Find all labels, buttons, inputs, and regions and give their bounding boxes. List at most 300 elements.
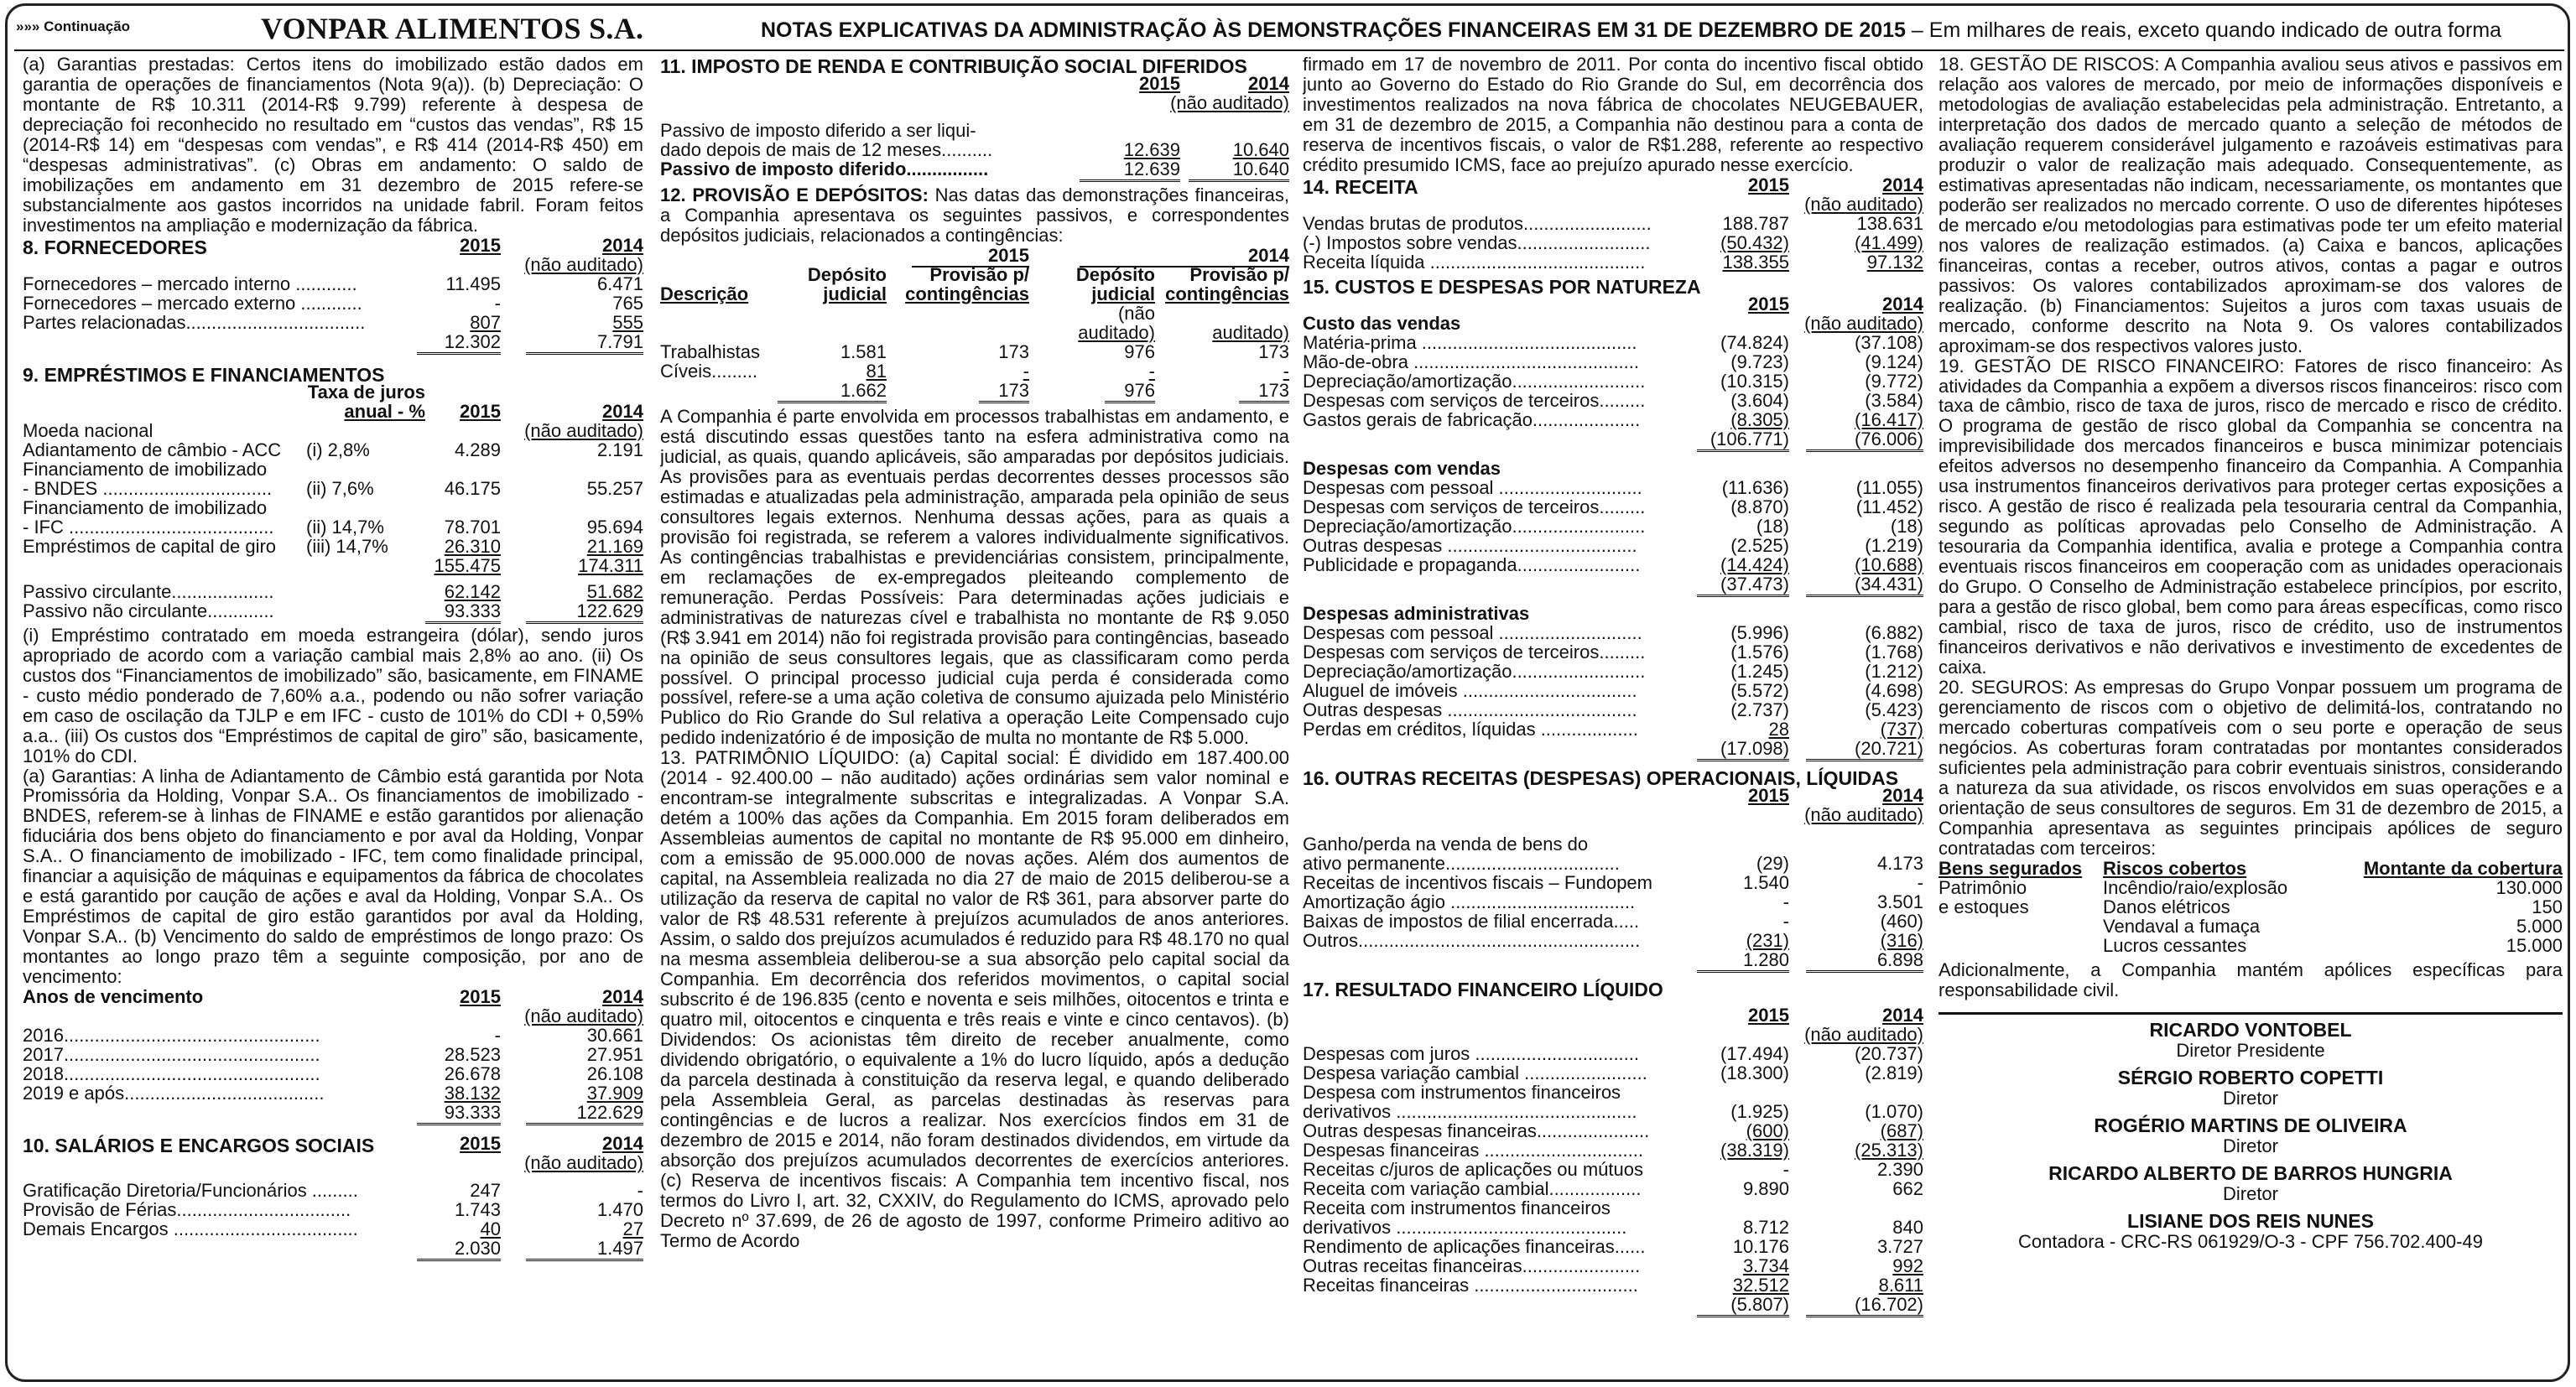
passivo-circulante-2015: 62.142 [444,580,501,602]
table-row [1303,391,1923,410]
table-row [1303,536,1923,555]
value-2015: (50.432) [1720,231,1789,253]
not-audited: (não auditado) [524,253,643,275]
table-row [1303,555,1923,574]
row-label: Gastos gerais de fabricação..................... [1303,408,1641,430]
continuation-label: »»» Continuação [16,18,131,34]
table-row [1303,642,1923,662]
signer-name: SÉRGIO ROBERTO COPETTI [2117,1066,2384,1088]
value-2014: 95.694 [586,516,643,538]
table-row [1303,892,1923,912]
value-2014: 37.909 [586,1083,643,1104]
row-label: 2017.................................................. [23,1044,320,1066]
passivo-diferido-total-2014: 10.640 [1189,159,1289,182]
passivo-circulante-label: Passivo circulante.................... [23,580,274,602]
value-2014: (2.819) [1865,1062,1923,1083]
value-2014: 765 [612,292,643,314]
table-row [1303,834,1923,854]
signer-name: ROGÉRIO MARTINS DE OLIVEIRA [2094,1114,2407,1136]
table-row [23,313,643,332]
row-label: Despesas com serviços de terceiros......... [1303,641,1646,662]
dep-2014: - [1148,360,1155,382]
value-2014: (11.452) [1855,496,1923,517]
value-2014: (4.698) [1865,679,1923,701]
montante: 5.000 [2516,915,2563,937]
table-row [23,421,643,440]
year-2015: 2015 [1748,293,1789,314]
value-2015: 4.289 [454,439,501,460]
total-2015: (5.807) [1697,1295,1789,1317]
additional-note: Adicionalmente, a Companhia mantém apólices específicas para responsabilidade civil. [1939,958,2563,1000]
value-2014: (1.212) [1865,660,1923,682]
bem-segurado: Patrimônio [1939,876,2027,898]
row-label: Financiamento de imobilizado [23,458,268,480]
table-salarios [23,1134,643,1258]
year-2015: 2015 [460,400,501,422]
dep-2015: 1.581 [840,340,887,362]
row-label: Amortização ágio .................................... [1303,891,1636,912]
section-12-intro-text: Nas datas das demonstrações financeiras, a Companhia apresentava os seguintes passivos, e correspondentes depósitos judiciais, relacionados a contingências: [660,184,1289,246]
value-2014: 97.132 [1866,251,1923,273]
table-row [1303,371,1923,391]
signer-role: Diretor [2222,1087,2278,1109]
montante: 130.000 [2495,876,2563,898]
table-row [23,1200,643,1219]
value-2015: 28.523 [444,1044,501,1066]
table-imposto-diferido [660,55,1289,179]
value-2015: (9.723) [1730,351,1789,372]
document-title-rest: – Em milhares de reais, exceto quando indicado de outra forma [1905,18,2502,42]
section-8-title: 8. FORNECEDORES [23,236,207,258]
risco-coberto: Lucros cessantes [2103,934,2247,956]
value-2014: 55.257 [586,477,643,499]
vendas-total-2014: (34.431) [1806,574,1923,597]
row-label: Publicidade e propaganda........................ [1303,553,1641,575]
rate: (ii) 7,6% [306,477,374,499]
total-dep-2015: 1.662 [778,381,887,403]
value-2014: (6.882) [1865,621,1923,643]
value-2015: (600) [1746,1119,1789,1141]
not-audited-1: (não [1117,302,1155,324]
value-2015: (11.636) [1721,476,1789,498]
value-2014: 27.951 [586,1044,643,1066]
table-row [1303,662,1923,681]
row-label: Outras despesas ..................................... [1303,534,1637,556]
not-audited-2: auditado) [1078,321,1155,343]
row-label: Despesas financeiras ............................... [1303,1139,1643,1161]
row-label: Receitas financeiras ................................ [1303,1274,1638,1296]
row-label: Despesas com pessoal ............................ [1303,476,1642,498]
table-row [1303,854,1923,873]
montante-header: Montante da cobertura [2363,857,2563,879]
row-label: Aluguel de imóveis .................................. [1303,679,1637,701]
table-row [1303,1083,1923,1102]
row-label: Despesa variação cambial ........................ [1303,1062,1647,1083]
table-row [1303,1275,1923,1295]
newspaper-page [5,3,2570,1382]
value-2014: (20.737) [1855,1042,1923,1064]
table-row [1303,352,1923,371]
row-label: Perdas em créditos, líquidas ................... [1303,718,1638,740]
table-row [1303,681,1923,700]
value-2015: (29) [1756,852,1789,874]
table-receita [1303,175,1923,272]
row-label: Fornecedores – mercado interno ............ [23,273,357,294]
year-2014: 2014 [602,1133,643,1155]
table-row [23,460,643,479]
anos-vencimento-label: Anos de vencimento [23,986,204,1008]
value-2014: - [637,1180,643,1202]
total-prov-2014: 173 [1239,381,1289,403]
row-label: 2019 e após....................................... [23,1083,325,1104]
company-name: VONPAR ALIMENTOS S.A. [261,12,644,45]
value-2014: (37.108) [1855,331,1923,353]
contingencias-header-2014: contingências [1165,283,1289,304]
total-2014: 7.791 [526,332,643,355]
montante: 150 [2532,896,2563,917]
row-label: - IFC ........................................ [23,516,274,538]
passivo-diferido-2015: 12.639 [1123,139,1180,160]
table-fornecedores [23,236,643,351]
passivo-diferido-total-2015: 12.639 [1080,159,1180,182]
value-2014: (25.313) [1855,1139,1923,1161]
prov-2014: - [1283,360,1289,382]
note-20-text: 20. SEGUROS: As empresas do Grupo Vonpar possuem um programa de gerenciamento de riscos com o objetivo de delimitá-los, contratando no mercado coberturas compatíveis com o seu porte e operação de seus negócios. As coberturas foram contratadas por montantes considerados suficientes pela administração para cobrir eventuais sinistros, considerando a natureza da sua atividade, os riscos envolvidos em suas operações e a orientação de seus consultores de seguros. Em 31 de dezembro de 2015, a Companhia apresentava as seguintes principais apólices de seguro contratadas com terceiros: [1939,677,2563,859]
table-row [1303,719,1923,739]
value-2014: 3.727 [1876,1235,1923,1257]
value-2015: 807 [470,311,501,333]
value-2014: (16.417) [1855,408,1923,430]
table-seguros [1939,859,2563,955]
table-row [23,1219,643,1239]
value-2014: (41.499) [1855,231,1923,253]
value-2015: 40 [480,1218,501,1240]
value-2014: 8.611 [1878,1274,1923,1296]
table-row [1303,623,1923,642]
prov-2014: 173 [1258,340,1289,362]
signature-divider [1939,1012,2563,1015]
contingencias-header: contingências [905,283,1029,304]
value-2014: 1.470 [596,1199,643,1221]
year-2015: 2015 [912,246,1029,268]
row-label: Despesas com juros ................................ [1303,1042,1640,1064]
table-row [1303,410,1923,429]
table-row [1303,1218,1923,1237]
row-label: Receita com instrumentos financeiros [1303,1197,1611,1218]
signer-role: Diretor [2222,1182,2278,1204]
value-2015: 78.701 [444,516,501,538]
signature-block [1939,1211,2563,1252]
table-row [1939,936,2563,955]
value-2015: (8.305) [1730,408,1789,430]
year-2015: 2015 [1139,73,1180,94]
value-2014: (316) [1880,929,1923,951]
value-2015: 11.495 [445,273,501,294]
value-2015: 9.890 [1742,1177,1789,1199]
value-2014: (5.423) [1865,699,1923,720]
row-label: (-) Impostos sobre vendas.......................... [1303,231,1651,253]
table-row [1303,1256,1923,1275]
row-label: - BNDES ................................. [23,477,273,499]
risco-coberto: Incêndio/raio/explosão [2103,876,2288,898]
row-label: Fornecedores – mercado externo ............ [23,292,362,314]
signer-role: Diretor Presidente [2176,1039,2325,1061]
table-row [23,1045,643,1064]
total-2015: 93.333 [417,1103,501,1125]
value-2015: - [494,1025,501,1047]
row-label: Despesas com pessoal ............................ [1303,621,1642,643]
row-label: Outros....................................................... [1303,929,1641,951]
total-2015: 2.030 [417,1239,501,1261]
table-row [660,342,1289,361]
prov-2015: - [1023,360,1029,382]
value-2014: 662 [1892,1177,1923,1199]
section-12-title: 12. PROVISÃO E DEPÓSITOS: [660,184,929,205]
year-2014: 2014 [1882,293,1923,314]
value-2014: 30.661 [586,1025,643,1047]
row-label: Outras despesas financeiras...................... [1303,1119,1650,1141]
value-2015: (5.996) [1730,621,1789,643]
row-label: Depreciação/amortização.......................... [1303,660,1646,682]
value-2015: (8.870) [1730,496,1789,517]
judicial-header-2014: judicial [1091,283,1155,304]
row-label: derivativos ............................................. [1303,1216,1627,1238]
section-16-title: 16. OUTRAS RECEITAS (DESPESAS) OPERACIONAIS, LÍQUIDAS [1303,766,1899,789]
rate: (ii) 14,7% [306,516,384,538]
section-14-title: 14. RECEITA [1303,175,1418,198]
signature-block [1939,1068,2563,1109]
table-custos [1303,275,1923,758]
document-title [761,19,2501,42]
signature-block [1939,1115,2563,1156]
row-label: Gratificação Diretoria/Funcionários ......... [23,1180,358,1202]
page-header [14,14,2564,51]
value-2014: (1.070) [1865,1100,1923,1122]
table-row [1303,700,1923,719]
note-19-text: 19. GESTÃO DE RISCO FINANCEIRO: Fatores de risco financeiro: As atividades da Companhia a expõem a diversos riscos financeiros: risco com taxa de câmbio, risco de taxa de juros, risco de mercado e risco de crédito. O programa de gestão de risco global da Companhia se concentra na imprevisibilidade dos mercados financeiros e busca minimizar potenciais efeitos adversos no desempenho financeiro da Companhia. A Companhia usa instrumentos financeiros derivativos para proteger certas exposições a risco. A gestão de risco é realizada pela tesouraria central da Companhia, segundo as políticas aprovadas pelo Conselho de Administração. A tesouraria da Companhia identifica, avalia e protege a Companhia contra eventuais riscos financeiros em cooperação com as unidades operacionais do Grupo. O Conselho de Administração estabelece princípios, por escrito, para a gestão de risco global, bem como para áreas específicas, como risco cambial, risco de taxa de juros, risco de crédito, uso de instrumentos financeiros derivativos e não derivativos e investimento de excedentes de caixa. [1939,355,2563,678]
year-2015: 2015 [460,1133,501,1155]
table-row [1303,1198,1923,1218]
value-2015: 8.712 [1742,1216,1789,1238]
value-2014: 2.191 [596,439,643,460]
value-2015: (1.245) [1730,660,1789,682]
row-label: Empréstimos de capital de giro [23,535,277,557]
not-audited: (não auditado) [1804,803,1923,825]
note-9-garantias: (a) Garantias: A linha de Adiantamento de Câmbio está garantida por Nota Promissória da Holding, Vonpar S.A.. Os financiamentos de imobilizado - BNDES, referem-se à linhas de FINAME e estão garantidos por alienação fiduciária dos bens objeto do financiamento e por aval da Holding, Vonpar S.A.. O financiamento de imobilizado - IFC, tem como finalidade principal, financiar a aquisição de máquinas e equipamentos da fábrica de chocolates e está garantido por caução de ações e aval da Holding, Vonpar S.A.. Os Empréstimos de capital de giro estão garantidos por aval da Holding, Vonpar S.A.. (b) Vencimento do saldo de empréstimos de longo prazo: Os montantes ao longo prazo têm a seguinte composição, por ano de vencimento: [23,765,643,988]
row-label: Provisão de Férias.................................. [23,1199,351,1221]
row-label: Rendimento de aplicações financeiras...... [1303,1235,1646,1257]
not-audited: (não auditado) [1804,312,1923,334]
year-2015: 2015 [1748,1004,1789,1026]
table-row [1303,497,1923,517]
value-2014: 555 [612,311,643,333]
custo-vendas-label: Custo das vendas [1303,312,1461,334]
value-2014: 27 [622,1218,643,1240]
total-2015: 12.302 [417,332,501,355]
table-row [1303,1044,1923,1063]
table-vencimentos [23,987,643,1122]
value-2014: 3.501 [1876,891,1923,912]
custo-total-2015: (106.771) [1697,429,1789,452]
not-audited: (não auditado) [524,1152,643,1174]
vendas-total-2015: (37.473) [1697,574,1789,597]
signatures [1939,1020,2563,1252]
row-label: Despesa com instrumentos financeiros [1303,1081,1621,1103]
dep-2014: 976 [1124,340,1155,362]
value-2014: (9.772) [1865,370,1923,392]
value-2014: 4.173 [1876,852,1923,874]
year-2014: 2014 [602,234,643,256]
not-audited: (não auditado) [1170,92,1289,113]
table-row [1303,1121,1923,1140]
row-label: Vendas brutas de produtos......................... [1303,212,1652,234]
value-2015: 10.176 [1732,1235,1789,1257]
row-label: Mão-de-obra ............................................ [1303,351,1640,372]
table-row [23,1083,643,1103]
value-2014: (1.219) [1865,534,1923,556]
value-2014: - [1917,871,1923,893]
table-row [23,479,643,498]
value-2014: (1.768) [1865,641,1923,662]
row-label: Despesas com serviços de terceiros......... [1303,389,1646,411]
value-2014: 21.169 [586,535,643,557]
row-label: Despesas com serviços de terceiros......... [1303,496,1646,517]
row-label: Depreciação/amortização.......................... [1303,370,1646,392]
signature-block [1939,1020,2563,1061]
section-15-title: 15. CUSTOS E DESPESAS POR NATUREZA [1303,275,1701,298]
total-2014: 122.629 [526,1103,643,1125]
passivo-circulante-2014: 51.682 [586,580,643,602]
section-9-title: 9. EMPRÉSTIMOS E FINANCIAMENTOS [23,363,385,386]
row-label: 2018.................................................. [23,1063,320,1085]
deposito-header: Depósito [807,263,887,285]
table-row [23,1026,643,1045]
table-row [1939,897,2563,917]
passivo-nao-circulante-2015: 93.333 [425,601,501,624]
row-label: Matéria-prima .......................................... [1303,331,1637,353]
not-audited: (não auditado) [524,1005,643,1027]
value-2014: (18) [1890,515,1923,537]
total-2015: 155.475 [434,554,501,576]
value-2014: (3.584) [1865,389,1923,411]
bem-segurado: e estoques [1939,896,2029,917]
value-2015: - [1782,891,1789,912]
value-2014: (9.124) [1865,351,1923,372]
signer-role: Diretor [2222,1135,2278,1156]
table-row [1303,517,1923,536]
table-row [1303,233,1923,252]
table-row [1939,878,2563,897]
table-row [23,517,643,537]
value-2015: (38.319) [1720,1139,1789,1161]
passivo-diferido-total-label: Passivo de imposto diferido................ [660,158,989,179]
value-2015: (1.925) [1730,1100,1789,1122]
table-row [660,361,1289,381]
row-label: Demais Encargos .................................... [23,1218,358,1240]
value-2015: (231) [1746,929,1789,951]
value-2015: - [494,292,501,314]
passivo-diferido-label-2: dado depois de mais de 12 meses.......... [660,139,993,160]
year-2015: 2015 [1748,174,1789,195]
row-label: Receita líquida .......................................... [1303,251,1646,273]
note-9-details: (i) Empréstimo contratado em moeda estrangeira (dólar), sendo juros apropriado de acordo com a variação cambial mais 2,8% ao ano. (ii) Os custos dos “Financiamentos de imobilizado” são, basicamente, em FINAME - custo médio ponderado de 7,60% a.a., podendo ou não sofrer variação em caso de oscilação da TJLP e em IFC - custo de 101% do CDI + 0,59% a.a.. (iii) Os custos dos “Empréstimos de capital de giro” são, basicamente, 101% do CDI. [23,624,643,766]
provisao-header-2014: Provisão p/ [1189,263,1289,285]
table-row [1303,931,1923,950]
signer-name: RICARDO ALBERTO DE BARROS HUNGRIA [2048,1161,2453,1184]
year-2014: 2014 [1882,174,1923,195]
row-label: Trabalhistas [660,340,761,362]
montante: 15.000 [2506,934,2563,956]
total-2014: 1.497 [526,1239,643,1261]
row-label: ativo permanente.................................. [1303,852,1620,874]
table-resultado-financeiro [1303,978,1923,1314]
row-label: Baixas de impostos de filial encerrada..... [1303,910,1640,932]
total-2014: 6.898 [1806,950,1923,973]
year-2014: 2014 [1882,784,1923,806]
provisao-header: Provisão p/ [929,263,1029,285]
passivo-diferido-label-1: Passivo de imposto diferido a ser liqui- [660,120,976,141]
table-row [23,274,643,294]
value-2014: (10.688) [1855,553,1923,575]
value-2015: 28 [1768,718,1789,740]
value-2014: (687) [1880,1119,1923,1141]
note-7-text: (a) Garantias prestadas: Certos itens do imobilizado estão dados em garantia de operações de financiamentos (Nota 9(a)). (b) Depreciação: O montante de R$ 10.311 (2014-R$ 9.799) referente à despesa de depreciação foi reconhecido no resultado em “custos das vendas”, R$ 15 (2014-R$ 14) em “despesas com vendas”, e R$ 414 (2014-R$ 450) em “despesas administrativas”. (c) Obras em andamento: O saldo de imobilizações em andamento em 31 dezembro de 2015 refere-se substancialmente aos gastos incorridos na unidade fabril. Foram feitos investimentos na ampliação e modernização da fábrica. [23,55,643,236]
not-audited: (não auditado) [1804,193,1923,215]
row-label: Receita com variação cambial.................. [1303,1177,1642,1199]
row-label: derivativos ............................................... [1303,1100,1637,1122]
not-audited: (não auditado) [1804,1023,1923,1045]
document-title-bold: NOTAS EXPLICATIVAS DA ADMINISTRAÇÃO ÀS DEMONSTRAÇÕES FINANCEIRAS EM 31 DE DEZEMBRO DE 2015 [761,18,1906,42]
not-audited-3: auditado) [1212,321,1289,343]
note-13-text: 13. PATRIMÔNIO LÍQUIDO: (a) Capital social: É dividido em 187.400.00 (2014 - 92.400.00 – não auditado) ações ordinárias sem valor nominal e encontram-se integralmente subscritas e integralizadas. A Vonpar S.A. detém a 100% das ações da Companhia. Em 2015 foram deliberados em Assembleias aumentos de capital no montante de R$ 95.000 em dinheiro, com a emissão de 95.000.000 de novas ações. Além dos aumentos de capital, na Assembleia realizada no dia 27 de maio de 2015 deliberou-se a utilização da reserva de capital no valor de R$ 361, para absorver parte do valor de R$ 48.531 referente à prejuízos acumulados de anos anteriores. Assim, o saldo dos prejuízos acumulados é reduzido para R$ 48.170 no qual na mesma assembleia deliberou-se a sua absorção pelo capital social da Companhia. Em decorrência dos referidos movimentos, o capital social subscrito é de 196.835 (cento e noventa e seis milhões, oitocentos e trinta e quatro mil, oitocentos e cinquenta e três reais e vinte e cinco centavos). (b) Dividendos: Os acionistas têm direito de receber anualmente, como dividendo obrigatório, o equivalente a 1% do lucro líquido, após a dedução da parcela destinada à constituição da reserva legal, e quando deliberado pela Assembleia Geral, as parcelas destinadas às reservas para contingências e de lucros a realizar. Nos exercícios findos em 31 de dezembro de 2015 e 2014, não foram destinados dividendos, em virtude da absorção dos prejuízos acumulados decorrentes de exercícios anteriores. (c) Reserva de incentivos fiscais: A Companhia tem incentivo fiscal, nos termos do Livro I, art. 32, CXXIV, do Regulamento do ICMS, aprovado pelo Decreto nº 37.699, de 26 de agosto de 1997, conforme Primeiro aditivo ao Termo de Acordo [660,747,1289,1251]
table-row [23,440,643,460]
value-2014: 992 [1892,1255,1923,1276]
row-label: Ganho/perda na venda de bens do [1303,833,1589,855]
year-2014: 2014 [602,400,643,422]
table-row [1303,1237,1923,1256]
admin-total-2014: (20.721) [1806,739,1923,761]
admin-total-2015: (17.098) [1697,739,1789,761]
value-2015: (1.576) [1730,641,1789,662]
value-2015: 26.310 [444,535,501,557]
value-2015: (3.604) [1730,389,1789,411]
row-label: Receitas c/juros de aplicações ou mútuos [1303,1158,1643,1180]
table-row [1303,478,1923,497]
value-2015: (18) [1756,515,1789,537]
value-2014: 2.390 [1876,1158,1923,1180]
note-13-continued: firmado em 17 de novembro de 2011. Por conta do incentivo fiscal obtido junto ao Governo do Estado do Rio Grande do Sul, em decorrência dos investimentos realizados na nova fábrica de chocolates NEUGEBAUER, em 31 de dezembro de 2015, a Companhia não destinou para a conta de reserva de incentivos fiscais, o valor de R$1.288, referente ao respectivo crédito presumido ICMS, face ao prejuízo apurado nesse exercício. [1303,55,1923,175]
value-2014: (11.055) [1855,476,1923,498]
value-2015: 1.540 [1742,871,1789,893]
row-label: Cíveis......... [660,360,758,382]
total-2015: 1.280 [1697,950,1789,973]
signer-name: RICARDO VONTOBEL [2149,1018,2352,1041]
year-2014: 2014 [1080,246,1289,268]
row-label: Partes relacionadas................................... [23,311,366,333]
value-2014: 26.108 [586,1063,643,1085]
table-emprestimos [23,363,643,621]
column-1 [23,55,643,1378]
note-12-text: A Companhia é parte envolvida em processos trabalhistas em andamento, e está discutindo essas questões tanto na esfera administrativa como na judicial, as quais, quando aplicáveis, são amparadas por depósitos judiciais. As provisões para as eventuais perdas decorrentes desses processos são estimadas e atualizadas pela administração, amparada pela opinião de seus consultores legais externos. Nenhuma dessas ações, para as quais a provisão foi registrada, se referem a valores individualmente significativos. As contingências trabalhistas e previdenciárias consistem, principalmente, em reclamações de ex-empregados pleiteando complemento de remuneração. Perdas Possíveis: Para determinadas ações judiciais e administrativas de naturezas cível e trabalhista no montante de R$ 9.050 (R$ 3.941 em 2014) não foi registrada provisão para contingências, baseado na opinião de seus consultores legais, que as classificaram como perda possível. O principal processo judicial cuja perda é considerada como possível, refere-se a uma ação coletiva de consumo ajuizada pelo Ministério Publico do Rio Grande do Sul relativa a operação Leite Compensado cujo pedido indenizatório é de imposição de multa no montante de R$ 5.000. [660,405,1289,749]
year-2014: 2014 [1248,73,1289,94]
table-row [1303,1102,1923,1121]
table-row [1303,333,1923,352]
dep-2015: 81 [866,360,887,382]
value-2014: 6.471 [596,273,643,294]
value-2015: 32.512 [1732,1274,1789,1296]
value-2014: 138.631 [1856,212,1923,234]
value-2015: - [1782,910,1789,932]
